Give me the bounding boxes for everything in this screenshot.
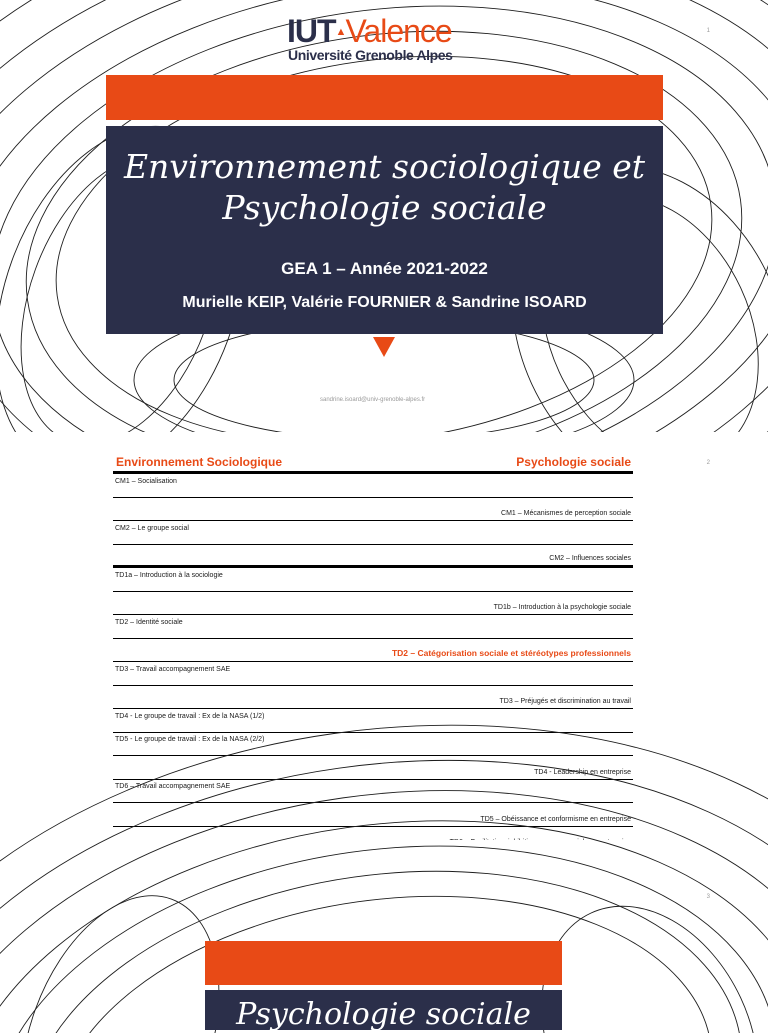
page-number: 1 [706,28,710,34]
schedule-row: CM2 – Le groupe social [113,521,633,545]
authors: Murielle KEIP, Valérie FOURNIER & Sandrine ISOARD [182,294,587,311]
schedule-row: TD4 - Le groupe de travail : Ex de la NASA (1/2) [113,709,633,733]
orange-banner [106,75,663,120]
schedule-row: CM2 – Influences sociales [113,545,633,569]
schedule-row: TD2 – Identité sociale [113,615,633,639]
page-number: 3 [706,894,710,900]
course-year: GEA 1 – Année 2021-2022 [281,259,488,278]
title-box [205,990,562,1030]
schedule-row: TD4 - Leadership en entreprise [113,756,633,780]
iut-valence-logo: IUT▲Valence Université Grenoble Alpes [287,13,453,63]
title-box [106,126,663,334]
column-header-psychology: Psychologie sociale [516,455,631,469]
schedule-row-highlight: TD2 – Catégorisation sociale et stéréotypes professionnels [113,639,633,663]
down-arrow-icon [373,337,395,357]
schedule-row: CM1 – Socialisation [113,474,633,498]
slide-3 [0,840,768,1032]
schedule-row: TD1a – Introduction à la sociologie [113,568,633,592]
schedule-row: TD5 – Obéissance et conformisme en entreprise [113,803,633,827]
schedule-row: TD5 - Le groupe de travail : Ex de la NASA (2/2) [113,733,633,757]
column-header-sociology: Environnement Sociologique [116,455,283,469]
orange-banner [205,941,562,985]
schedule-row: TD1b – Introduction à la psychologie sociale [113,592,633,616]
contact-email: sandrine.isoard@univ-grenoble-alpes.fr [320,397,426,403]
slide-title-line-1: Environnement sociologique et [123,147,646,186]
schedule-row: TD3 – Travail accompagnement SAE [113,662,633,686]
page-number: 2 [706,460,710,466]
course-schedule [113,455,633,849]
schedule-row: TD3 – Préjugés et discrimination au travail [113,686,633,710]
slide-2 [0,432,768,840]
slide-1 [0,0,768,432]
schedule-row: TD6 – Travail accompagnement SAE [113,780,633,804]
slide-title: Psychologie sociale [236,997,531,1032]
schedule-row: CM1 – Mécanismes de perception sociale [113,498,633,522]
slide-title-line-2: Psychologie sociale [222,188,547,227]
